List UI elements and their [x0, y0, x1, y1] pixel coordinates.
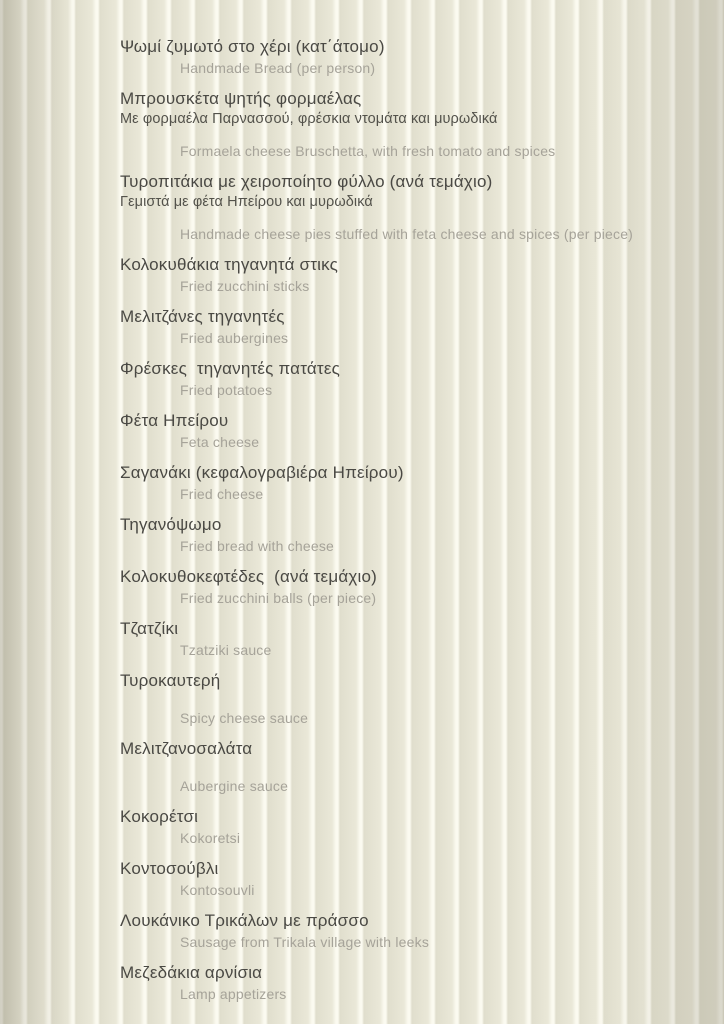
menu-item: [120, 910, 694, 951]
menu-item-title-greek: Τηγανόψωμο: [120, 515, 222, 534]
menu-item-description-greek: Με φορμαέλα Παρνασσού, φρέσκια ντομάτα και μυρωδικά: [120, 111, 498, 127]
menu-item: [120, 806, 694, 847]
menu-item-subtitle-english: Fried aubergines: [180, 330, 289, 346]
menu-item-title-greek: Μπρουσκέτα ψητής φορμαέλας: [120, 89, 362, 108]
menu-item-subtitle-english: Handmade cheese pies stuffed with feta cheese and spices (per piece): [180, 226, 634, 242]
menu-item-title-greek: Τυροπιτάκια με χειροποίητο φύλλο (ανά τεμάχιο): [120, 172, 493, 191]
menu-item-subtitle-english: Fried zucchini sticks: [180, 278, 310, 294]
menu-item-title-greek: Κολοκυθοκεφτέδες (ανά τεμάχιο): [120, 567, 377, 586]
menu-item-title-greek: Λουκάνικο Τρικάλων με πράσσο: [120, 911, 369, 930]
menu-item-subtitle-english: Feta cheese: [180, 434, 260, 450]
menu-item-subtitle-english: Fried cheese: [180, 486, 264, 502]
menu-item: [120, 410, 694, 451]
menu-item-subtitle-english: Aubergine sauce: [180, 778, 289, 794]
menu-item-title-greek: Σαγανάκι (κεφαλογραβιέρα Ηπείρου): [120, 463, 404, 482]
menu-item: [120, 36, 694, 77]
menu-item-title-greek: Κολοκυθάκια τηγανητά στικς: [120, 255, 339, 274]
menu-item-description-greek: Γεμιστά με φέτα Ηπείρου και μυρωδικά: [120, 194, 373, 210]
menu-item-subtitle-english: Spicy cheese sauce: [180, 710, 309, 726]
menu-item-title-greek: Τυροκαυτερή: [120, 671, 221, 690]
menu-item-title-greek: Φέτα Ηπείρου: [120, 411, 229, 430]
menu-item: [120, 514, 694, 555]
menu-item-title-greek: Φρέσκες τηγανητές πατάτες: [120, 359, 340, 378]
menu-item: [120, 254, 694, 295]
menu-item: [120, 738, 694, 795]
menu-item: [120, 670, 694, 727]
menu-item-subtitle-english: Formaela cheese Bruschetta, with fresh tomato and spices: [180, 143, 556, 159]
menu-item: [120, 171, 694, 243]
menu-item-title-greek: Μελιτζανοσαλάτα: [120, 739, 253, 758]
menu-item-subtitle-english: Kokoretsi: [180, 830, 241, 846]
menu-item-title-greek: Μελιτζάνες τηγανητές: [120, 307, 285, 326]
menu-item-subtitle-english: Kontosouvli: [180, 882, 255, 898]
menu-item-subtitle-english: Sausage from Trikala village with leeks: [180, 934, 430, 950]
menu-item: [120, 858, 694, 899]
menu-item-title-greek: Κοντοσούβλι: [120, 859, 219, 878]
menu-item-title-greek: Τζατζίκι: [120, 619, 179, 638]
menu-item-subtitle-english: Tzatziki sauce: [180, 642, 272, 658]
menu-item-subtitle-english: Lamp appetizers: [180, 986, 287, 1002]
menu-item: [120, 88, 694, 160]
menu-item-title-greek: Ψωμί ζυμωτό στο χέρι (κατ΄άτομο): [120, 37, 385, 56]
menu-item-subtitle-english: Handmade Bread (per person): [180, 60, 376, 76]
menu-item: [120, 358, 694, 399]
menu-item: [120, 962, 694, 1003]
menu-item-title-greek: Μεζεδάκια αρνίσια: [120, 963, 263, 982]
menu-item: [120, 306, 694, 347]
menu-item: [120, 566, 694, 607]
menu-item: [120, 618, 694, 659]
menu-item-title-greek: Κοκορέτσι: [120, 807, 199, 826]
menu-item-subtitle-english: Fried zucchini balls (per piece): [180, 590, 377, 606]
menu-item: [120, 462, 694, 503]
menu-item-subtitle-english: Fried potatoes: [180, 382, 273, 398]
menu-item-subtitle-english: Fried bread with cheese: [180, 538, 335, 554]
